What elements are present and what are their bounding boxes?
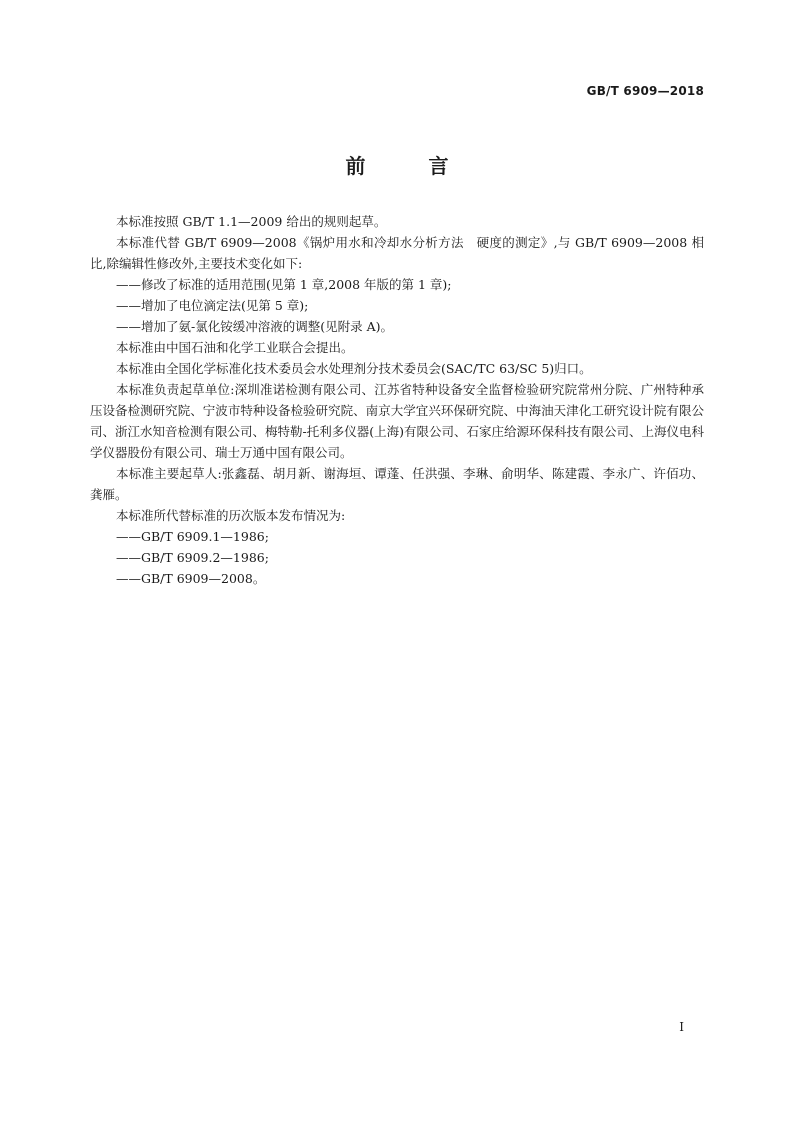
document-body [90, 211, 704, 589]
edition-item-1: ——GB/T 6909.1—1986; [116, 529, 269, 544]
change-item-scope: ——修改了标准的适用范围(见第 1 章,2008 年版的第 1 章); [116, 277, 452, 292]
paragraph-replaces: 本标准代替 GB/T 6909—2008《锅炉用水和冷却水分析方法 硬度的测定》,与 GB/T 6909—2008 相比,除编辑性修改外,主要技术变化如下: [90, 235, 704, 271]
standard-code: GB/T 6909—2018 [586, 84, 704, 98]
paragraph-drafters: 本标准主要起草人:张鑫磊、胡月新、谢海垣、谭蓬、任洪强、李琳、俞明华、陈建霞、李永广、许佰功、龚雁。 [90, 466, 704, 502]
edition-item-3: ——GB/T 6909—2008。 [116, 571, 266, 586]
page-title: 前 言 [345, 154, 477, 178]
paragraph-proposed-by: 本标准由中国石油和化学工业联合会提出。 [116, 340, 354, 355]
change-item-potentiometric: ——增加了电位滴定法(见第 5 章); [116, 298, 309, 313]
page-number: I [679, 1020, 684, 1034]
paragraph-previous-editions: 本标准所代替标准的历次版本发布情况为: [116, 508, 346, 523]
paragraph-drafting-rules: 本标准按照 GB/T 1.1—2009 给出的规则起草。 [116, 214, 387, 229]
change-item-buffer: ——增加了氨-氯化铵缓冲溶液的调整(见附录 A)。 [116, 319, 393, 334]
paragraph-drafting-units: 本标准负责起草单位:深圳准诺检测有限公司、江苏省特种设备安全监督检验研究院常州分院、广州特种承压设备检测研究院、宁波市特种设备检验研究院、南京大学宜兴环保研究院、中海油天津化工研究设计院有限公司、浙江水知音检测有限公司、梅特勒-托利多仪器(上海)有限公司、石家庄给源环保科技有限公司、上海仪电科学仪器股份有限公司、瑞士万通中国有限公司。 [90, 382, 704, 460]
paragraph-under-jurisdiction: 本标准由全国化学标准化技术委员会水处理剂分技术委员会(SAC/TC 63/SC 5)归口。 [116, 361, 592, 376]
edition-item-2: ——GB/T 6909.2—1986; [116, 550, 269, 565]
